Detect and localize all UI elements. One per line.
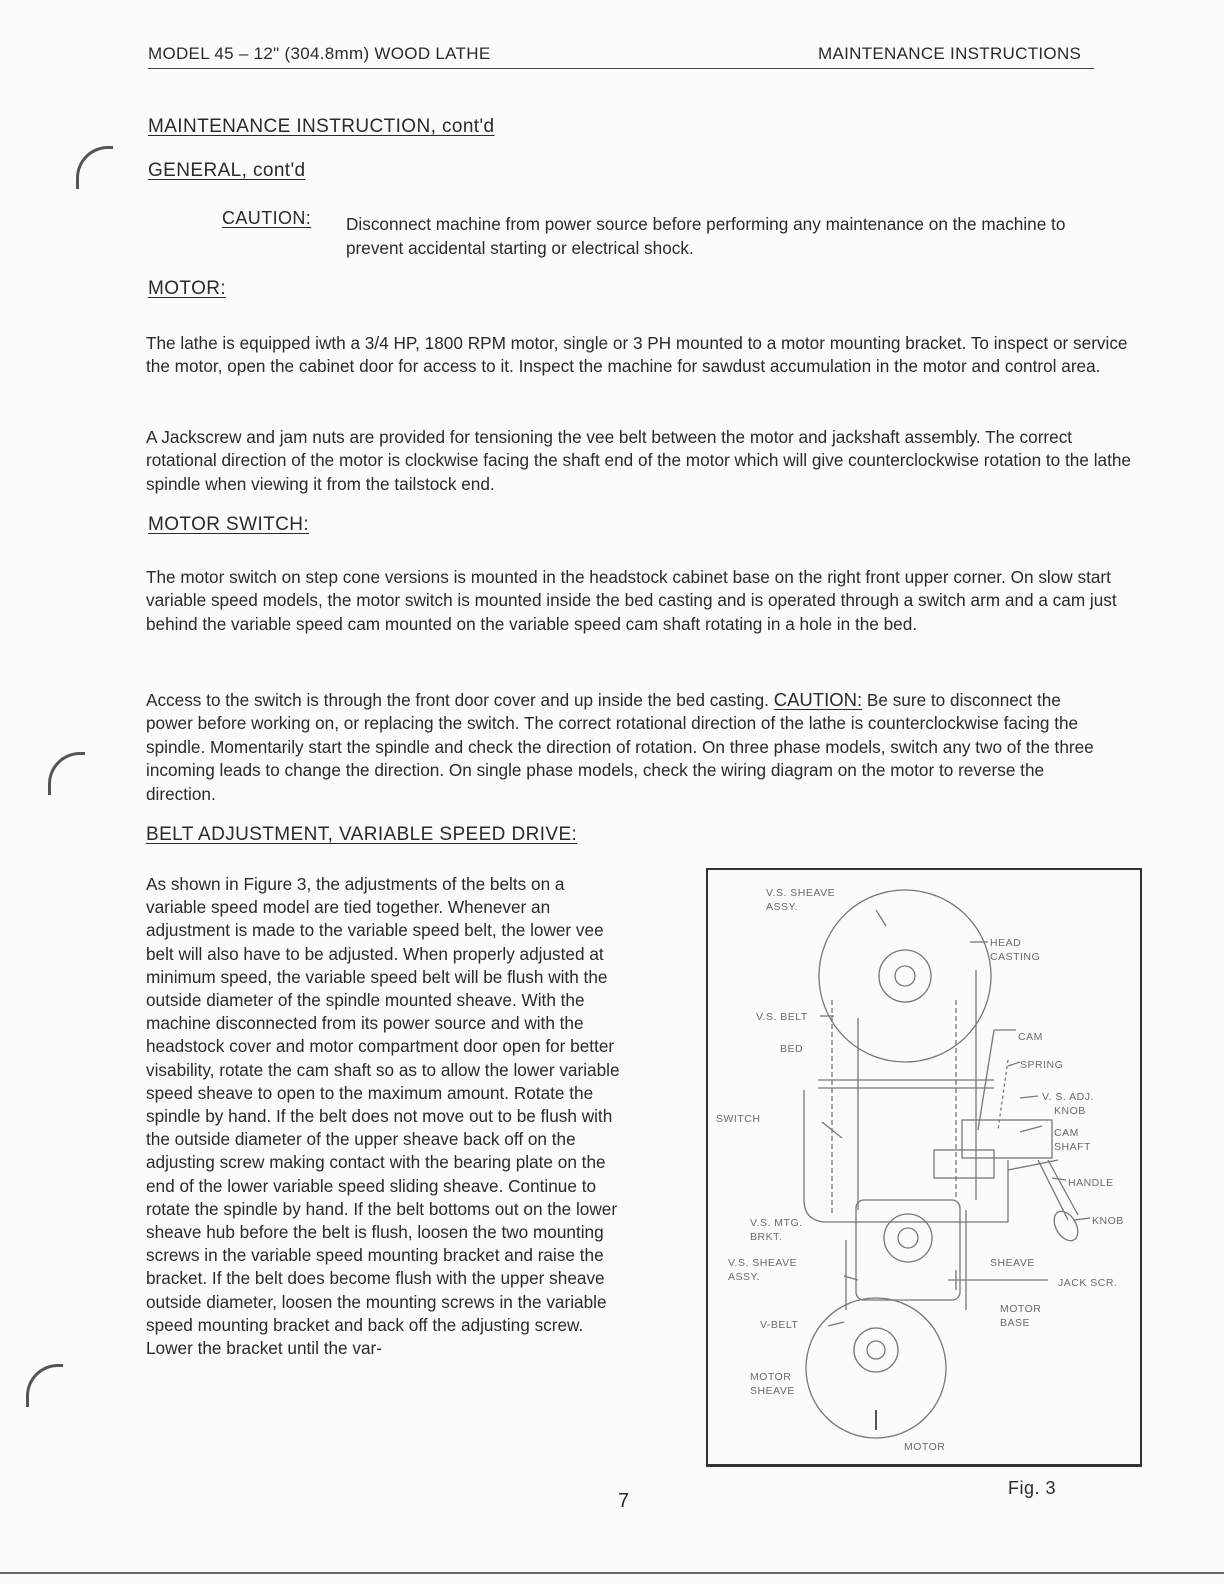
lathe-drive-diagram: [708, 870, 1140, 1464]
label-cam-shaft: CAM: [1054, 1127, 1079, 1139]
label-switch: SWITCH: [716, 1113, 761, 1125]
figure-caption: Fig. 3: [1008, 1478, 1057, 1498]
label-vs-adj-knob: V. S. ADJ.: [1042, 1091, 1094, 1103]
label-spring: SPRING: [1020, 1059, 1064, 1071]
label-knob: KNOB: [1092, 1215, 1124, 1227]
motor-switch-paragraph-2: [146, 688, 1112, 806]
spindle-center: [895, 966, 915, 986]
upper-sheave-outline: [819, 890, 991, 1062]
running-header-right: MAINTENANCE INSTRUCTIONS: [818, 44, 1082, 63]
label-motor: MOTOR: [904, 1441, 946, 1453]
motor-switch-paragraph-2-end: Be sure to disconnect the power before working on, or replacing the switch. The correct rotational direction of the lathe is counterclockwise facing the spindle. Momentarily start the spindle and check the direction of rotation. On three phase models, switch any two of the three incoming leads to change the direction. On single phase models, check the wiring diagram on the motor to reverse the direction.: [146, 690, 1094, 804]
punch-hole-mark: [76, 146, 113, 189]
label-vs-mtg-brkt-2: BRKT.: [750, 1231, 783, 1243]
motor-switch-paragraph-1: The motor switch on step cone versions is mounted in the headstock cabinet base on the right front upper corner. On slow start variable speed models, the motor switch is mounted inside the bed casting and is operated through a switch arm and a cam just behind the variable speed cam mounted on the variable speed cam shaft rotating in a hole in the bed.: [146, 567, 1117, 634]
motor-paragraph-1: The lathe is equipped iwth a 3/4 HP, 1800 RPM motor, single or 3 PH mounted to a motor mounting bracket. To inspect or service the motor, open the cabinet door for access to it. Inspect the machine for sawdust accumulation in the motor and control area.: [146, 333, 1128, 377]
motor-switch-paragraph-2-start: Access to the switch is through the front door cover and up inside the bed casting.: [146, 690, 769, 710]
label-vs-sheave-assy-2: ASSY.: [766, 901, 799, 913]
label-vs-belt: V.S. BELT: [756, 1011, 808, 1023]
label-head-casting-2: CASTING: [990, 951, 1041, 963]
label-handle: HANDLE: [1068, 1177, 1114, 1189]
label-v-belt: V-BELT: [760, 1319, 799, 1331]
figure-3-diagram: [706, 868, 1142, 1467]
label-vs-sheave-assy-lower: V.S. SHEAVE: [728, 1257, 798, 1269]
page-bottom-edge: [0, 1572, 1224, 1574]
label-jack-scr: JACK SCR.: [1058, 1277, 1118, 1289]
belt-adjustment-paragraph: As shown in Figure 3, the adjustments of the belts on a variable speed model are tied together. Whenever an adjustment is made to the variable speed belt, the lower vee belt will also have to be adjusted. When properly adjusted at minimum speed, the variable speed belt will be flush with the outside diameter of the spindle mounted sheave. With the machine disconnected from its power source and with the headstock cover and motor compartment door open for better visability, rotate the cam shaft so as to allow the lower variable speed sheave to open to the maximum amount. Rotate the spindle by hand. If the belt does not move out to be flush with the outside diameter of the upper sheave back off on the adjusting screw making contact with the bearing plate on the end of the lower variable speed sliding sheave. Continue to rotate the spindle by hand. If the belt bottoms out on the lower sheave hub before the belt is flush, loosen the two mounting screws in the variable speed mounting bracket and raise the bracket. If the belt does become flush with the upper sheave outside diameter, loosen the mounting screws in the variable speed mounting bracket and back off the adjusting screw. Lower the bracket until the var-: [146, 874, 620, 1359]
caution-label: CAUTION:: [222, 208, 312, 228]
running-header-left: MODEL 45 – 12" (304.8mm) WOOD LATHE: [148, 44, 491, 63]
spindle-hub: [879, 950, 931, 1002]
motor-paragraph-2: A Jackscrew and jam nuts are provided for tensioning the vee belt between the motor and jackshaft assembly. The correct rotational direction of the motor is clockwise facing the shaft end of the motor which will give counterclockwise rotation to the lathe spindle when viewing it from the tailstock end.: [146, 427, 1131, 494]
label-vs-sheave-assy: V.S. SHEAVE: [766, 887, 836, 899]
label-cam-shaft-2: SHAFT: [1054, 1141, 1091, 1153]
punch-hole-mark: [48, 752, 85, 795]
label-motor-sheave: MOTOR: [750, 1371, 792, 1383]
label-motor-base-2: BASE: [1000, 1317, 1031, 1329]
page-number: 7: [618, 1490, 630, 1512]
label-vs-mtg-brkt: V.S. MTG.: [750, 1217, 803, 1229]
label-head-casting: HEAD: [990, 937, 1022, 949]
motor-switch-heading: MOTOR SWITCH:: [148, 514, 310, 535]
page-title: MAINTENANCE INSTRUCTION, cont'd: [148, 116, 495, 137]
general-heading: GENERAL, cont'd: [148, 160, 306, 181]
label-cam: CAM: [1018, 1031, 1043, 1043]
caution-text: Disconnect machine from power source before performing any maintenance on the machine to prevent accidental starting or electrical shock.: [346, 214, 1066, 258]
header-rule: [148, 68, 1094, 69]
label-bed: BED: [780, 1043, 804, 1055]
label-motor-sheave-2: SHEAVE: [750, 1385, 795, 1397]
label-vs-sheave-assy-lower-2: ASSY.: [728, 1271, 761, 1283]
label-sheave: SHEAVE: [990, 1257, 1035, 1269]
label-vs-adj-knob-2: KNOB: [1054, 1105, 1086, 1117]
inline-caution-label: CAUTION:: [773, 689, 863, 710]
punch-hole-mark: [26, 1364, 63, 1407]
label-motor-base: MOTOR: [1000, 1303, 1042, 1315]
belt-adjustment-heading: BELT ADJUSTMENT, VARIABLE SPEED DRIVE:: [146, 824, 578, 845]
motor-heading: MOTOR:: [148, 278, 227, 299]
